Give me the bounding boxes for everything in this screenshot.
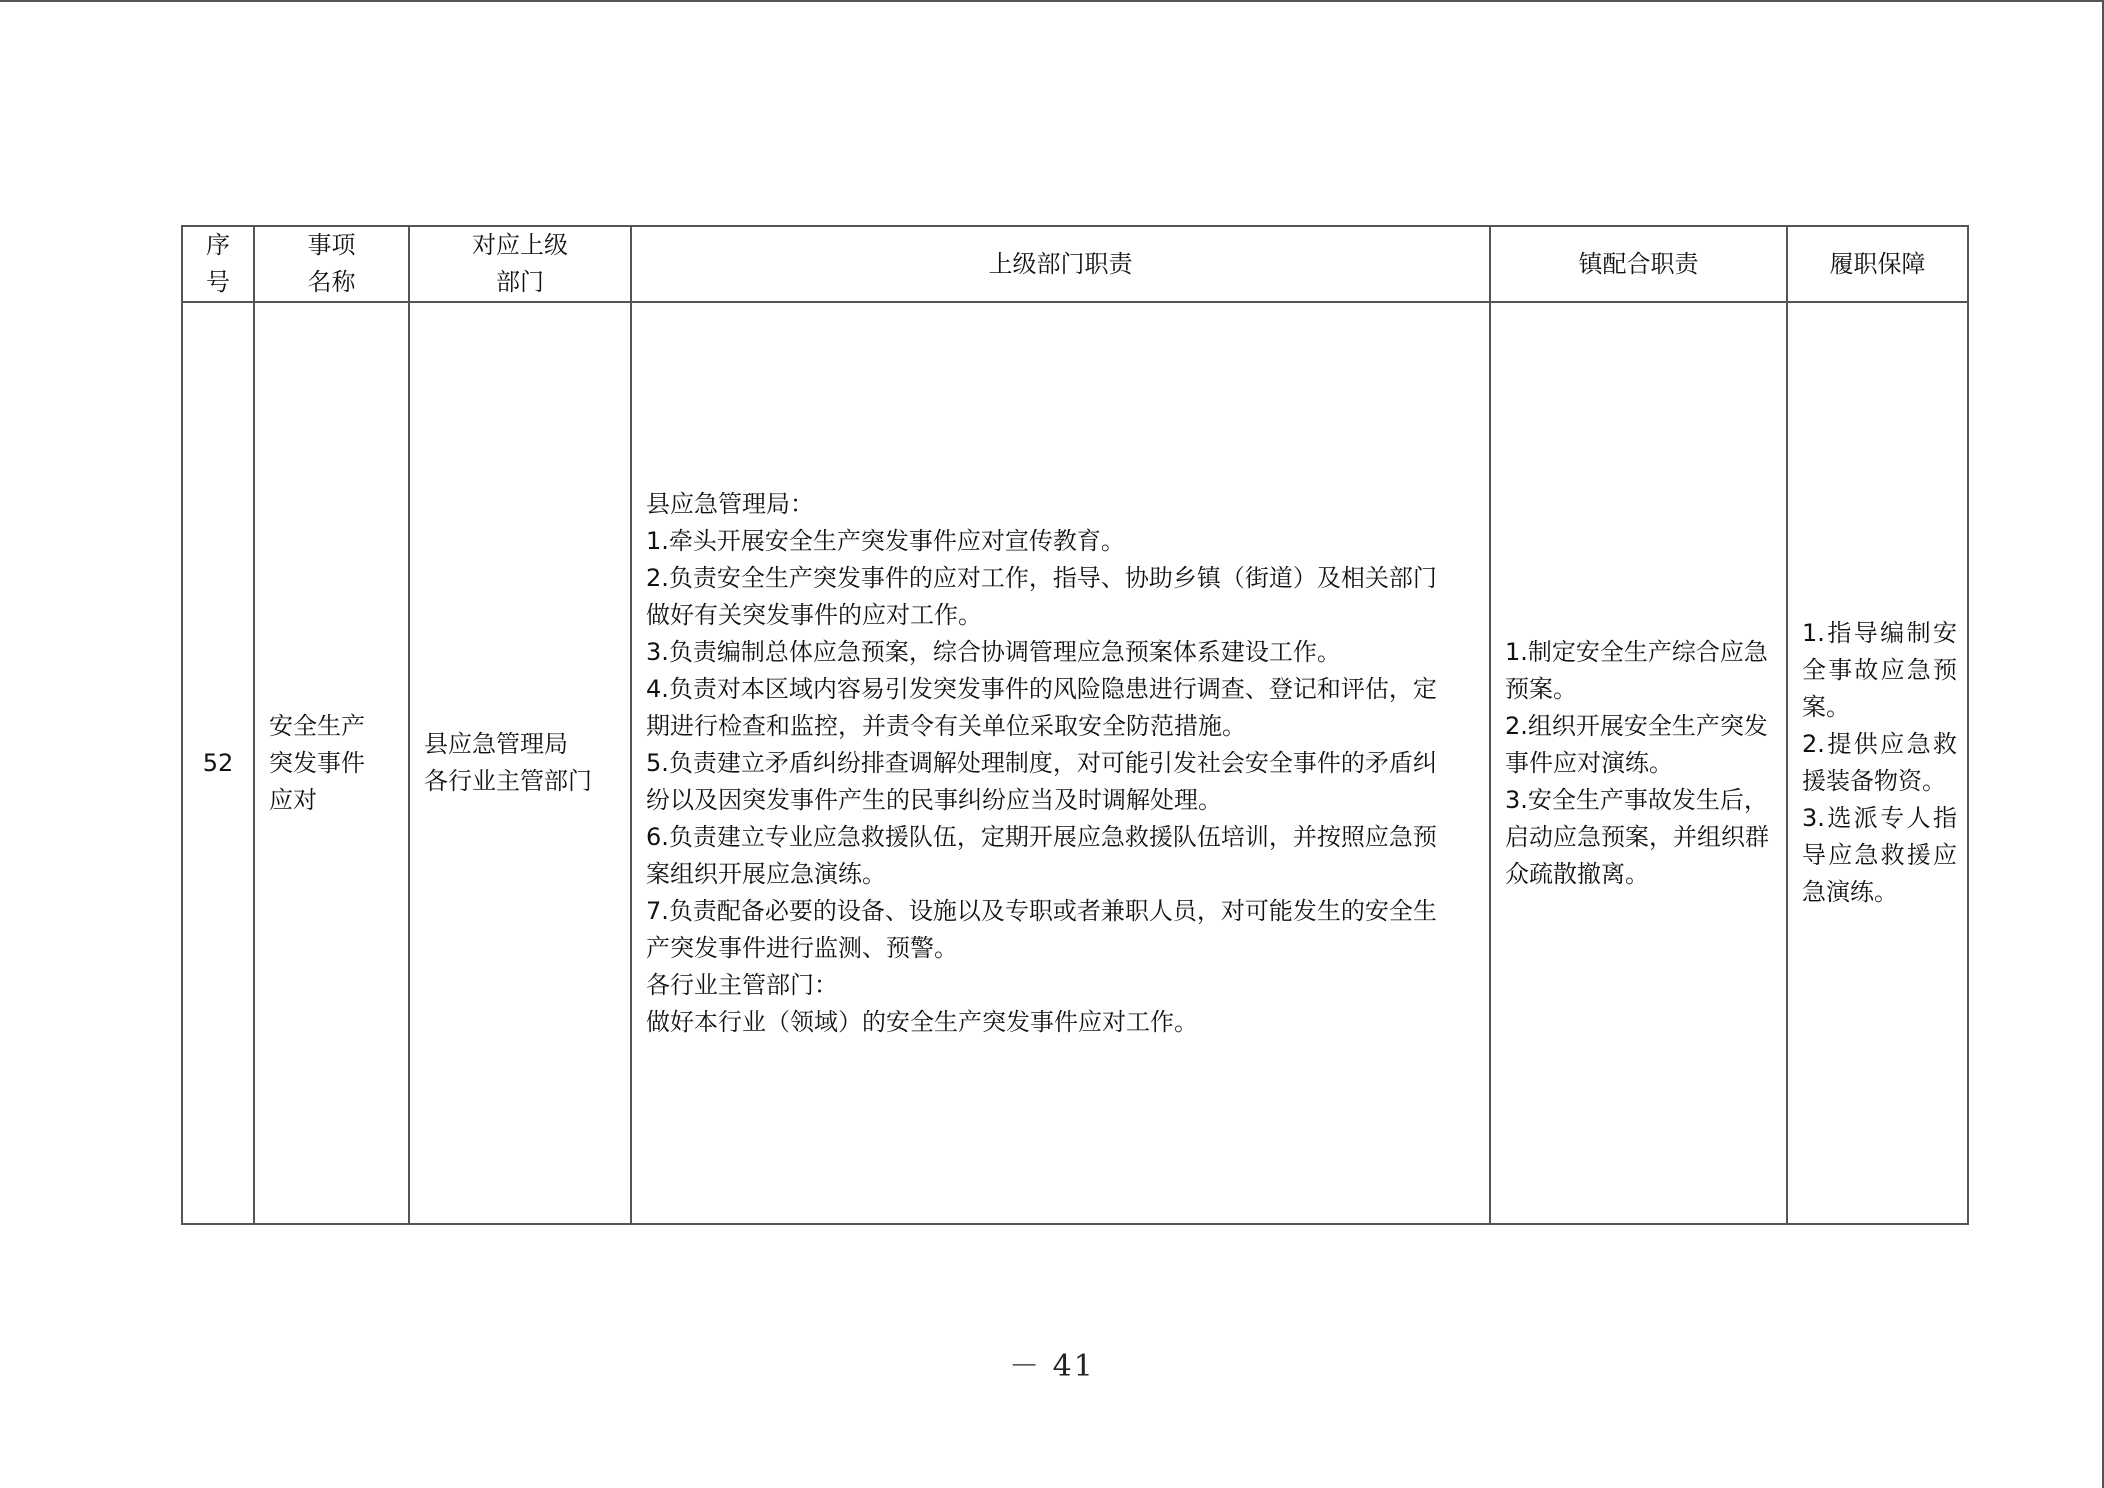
- cell-serial-number: 52: [182, 302, 254, 1224]
- duty-item: 1.牵头开展安全生产突发事件应对宣传教育。: [646, 526, 1125, 555]
- table-header-row: [182, 226, 1968, 302]
- header-upper-department-line-1: 对应上级: [472, 231, 568, 259]
- duty-item: 3.负责编制总体应急预案，综合协调管理应急预案体系建设工作。: [646, 637, 1341, 666]
- guarantee-item: 1.指导编制安全事故应急预案。: [1802, 619, 1957, 721]
- cell-guarantee: [1787, 302, 1968, 1224]
- duty-item: 做好本行业（领域）的安全生产突发事件应对工作。: [646, 1007, 1198, 1036]
- guarantee-item: 3.选派专人指导应急救援应急演练。: [1802, 804, 1957, 906]
- header-serial-number-line-2: 号: [206, 268, 230, 296]
- cell-upper-duty: [631, 302, 1490, 1224]
- item-name-line: 安全生产: [269, 711, 365, 740]
- item-name-line: 应对: [269, 785, 317, 814]
- header-town-duty: 镇配合职责: [1490, 226, 1787, 302]
- item-name-line: 突发事件: [269, 748, 365, 777]
- duty-item: 5.负责建立矛盾纠纷排查调解处理制度，对可能引发社会安全事件的矛盾纠纷以及因突发事件产生的民事纠纷应当及时调解处理。: [646, 748, 1437, 814]
- duty-item: 6.负责建立专业应急救援队伍，定期开展应急救援队伍培训，并按照应急预案组织开展应急演练。: [646, 822, 1437, 888]
- header-item-name-line-2: 名称: [307, 268, 356, 296]
- header-upper-duty: 上级部门职责: [631, 226, 1490, 302]
- guarantee-item: 2.提供应急救援装备物资。: [1802, 730, 1957, 795]
- header-guarantee: 履职保障: [1787, 226, 1968, 302]
- duty-item: 2.负责安全生产突发事件的应对工作，指导、协助乡镇（街道）及相关部门做好有关突发事件的应对工作。: [646, 563, 1437, 629]
- duty-item: 7.负责配备必要的设备、设施以及专职或者兼职人员，对可能发生的安全生产突发事件进行监测、预警。: [646, 896, 1437, 962]
- page-top-border: [0, 0, 2104, 2]
- department-line: 各行业主管部门: [424, 767, 592, 795]
- header-upper-department-line-2: 部门: [496, 268, 544, 296]
- header-upper-department: [409, 226, 631, 302]
- header-serial-number-line-1: 序: [206, 231, 230, 259]
- header-serial-number: [182, 226, 254, 302]
- duty-item: 4.负责对本区域内容易引发突发事件的风险隐患进行调查、登记和评估，定期进行检查和监控，并责令有关单位采取安全防范措施。: [646, 674, 1437, 740]
- page-number: － 41: [1009, 1349, 1095, 1384]
- duty-table: [181, 225, 1969, 1225]
- header-item-name: [254, 226, 409, 302]
- cell-town-duty: [1490, 302, 1787, 1224]
- town-duty-item: 2.组织开展安全生产突发事件应对演练。: [1505, 711, 1768, 777]
- cell-item-name: [254, 302, 409, 1224]
- duty-heading: 县应急管理局：: [646, 489, 814, 518]
- cell-upper-department: [409, 302, 631, 1224]
- department-line: 县应急管理局: [424, 730, 568, 758]
- town-duty-item: 1.制定安全生产综合应急预案。: [1505, 637, 1768, 703]
- duty-heading: 各行业主管部门：: [646, 970, 838, 999]
- table-row: [182, 302, 1968, 1224]
- town-duty-item: 3.安全生产事故发生后，启动应急预案，并组织群众疏散撤离。: [1505, 785, 1769, 888]
- header-item-name-line-1: 事项: [307, 231, 356, 259]
